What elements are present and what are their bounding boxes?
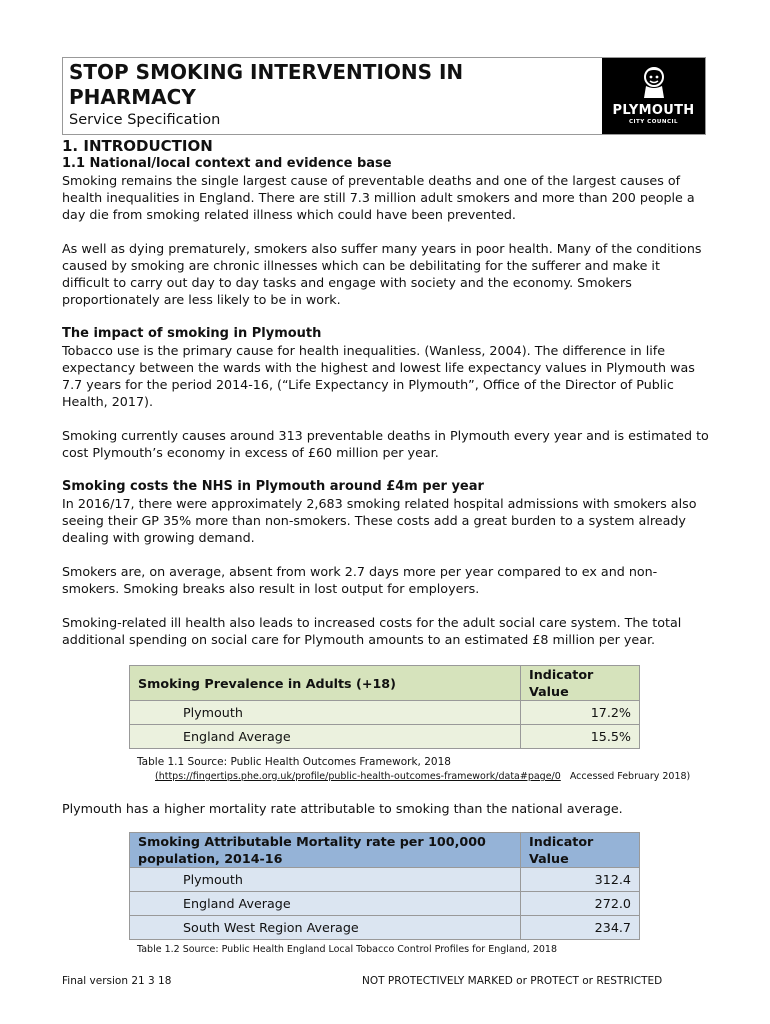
lion-crest-icon xyxy=(640,66,668,100)
source-link[interactable]: (https://fingertips.phe.org.uk/profile/public-health-outcomes-framework/data#page/0 xyxy=(155,771,561,782)
table-caption-source xyxy=(155,770,710,784)
table-row xyxy=(130,868,640,892)
footer-marking: NOT PROTECTIVELY MARKED or PROTECT or RESTRICTED xyxy=(362,975,663,987)
row-label: Plymouth xyxy=(130,701,521,725)
accessed-date: Accessed February 2018) xyxy=(569,771,691,782)
table-header-row xyxy=(130,666,640,701)
subsection-heading: 1.1 National/local context and evidence base xyxy=(62,156,392,171)
table-row xyxy=(130,892,640,916)
row-label: England Average xyxy=(130,725,521,749)
document-title: STOP SMOKING INTERVENTIONS IN PHARMACY xyxy=(69,60,464,109)
row-value: 17.2% xyxy=(521,701,640,725)
paragraph: As well as dying prematurely, smokers also suffer many years in poor health. Many of the conditions caused by smoking are chronic illnesses which can be debilitating for the sufferer and make it difficult to carry out day to day tasks and engage with society and the economy. Smokers proportionately are less likely to be in work. xyxy=(62,241,702,307)
document-header xyxy=(62,57,706,135)
table-header-label: Smoking Attributable Mortality rate per 100,000 population, 2014-16 xyxy=(130,833,521,868)
paragraph: Smoking remains the single largest cause of preventable deaths and one of the largest causes of health inequalities in England. There are still 7.3 million adult smokers and more than 200 people a day die from smoking related illness which could have been prevented. xyxy=(62,173,695,222)
prevalence-table xyxy=(129,665,640,749)
paragraph: Smoking-related ill health also leads to increased costs for the adult social care system. The total additional spending on social care for Plymouth amounts to an estimated £8 million per year. xyxy=(62,615,682,647)
paragraph: Plymouth has a higher mortality rate attributable to smoking than the national average. xyxy=(62,801,623,816)
logo-subtext: CITY COUNCIL xyxy=(628,119,679,125)
table-row xyxy=(130,701,640,725)
table-header-label: Smoking Prevalence in Adults (+18) xyxy=(130,666,521,701)
paragraph: In 2016/17, there were approximately 2,683 smoking related hospital admissions with smokers also seeing their GP 35% more than non-smokers. These costs add a great burden to a system already dealing with growing demand. xyxy=(62,496,697,545)
mortality-table xyxy=(129,832,640,940)
row-value: 234.7 xyxy=(521,916,640,940)
impact-heading: The impact of smoking in Plymouth xyxy=(62,326,322,341)
plymouth-logo xyxy=(602,58,705,134)
table-caption: Table 1.2 Source: Public Health England Local Tobacco Control Profiles for England, 2018 xyxy=(137,944,558,955)
nhs-cost-heading: Smoking costs the NHS in Plymouth around £4m per year xyxy=(62,479,484,494)
document-subtitle: Service Specification xyxy=(69,112,221,128)
table-row xyxy=(130,725,640,749)
paragraph: Tobacco use is the primary cause for health inequalities. (Wanless, 2004). The difference in life expectancy between the wards with the highest and lowest life expectancy values in Plymouth was 7.7 years for the period 2014-16, (“Life Expectancy in Plymouth”, Office of the Director of Public Health, 2017). xyxy=(62,343,695,409)
logo-text: PLYMOUTH xyxy=(612,103,695,118)
footer-version: Final version 21 3 18 xyxy=(62,975,172,987)
paragraph: Smokers are, on average, absent from work 2.7 days more per year compared to ex and non-smokers. Smoking breaks also result in lost output for employers. xyxy=(62,564,658,596)
table-caption: Table 1.1 Source: Public Health Outcomes Framework, 2018 xyxy=(137,756,451,768)
row-value: 272.0 xyxy=(521,892,640,916)
table-header-value: Indicator Value xyxy=(521,666,640,701)
paragraph: Smoking currently causes around 313 preventable deaths in Plymouth every year and is estimated to cost Plymouth’s economy in excess of £60 million per year. xyxy=(62,428,709,460)
row-label: England Average xyxy=(130,892,521,916)
document-body xyxy=(62,137,710,956)
row-value: 312.4 xyxy=(521,868,640,892)
section-heading: 1. INTRODUCTION xyxy=(62,137,213,155)
table-header-value: Indicator Value xyxy=(521,833,640,868)
row-label: South West Region Average xyxy=(130,916,521,940)
row-label: Plymouth xyxy=(130,868,521,892)
row-value: 15.5% xyxy=(521,725,640,749)
table-header-row xyxy=(130,833,640,868)
table-row xyxy=(130,916,640,940)
